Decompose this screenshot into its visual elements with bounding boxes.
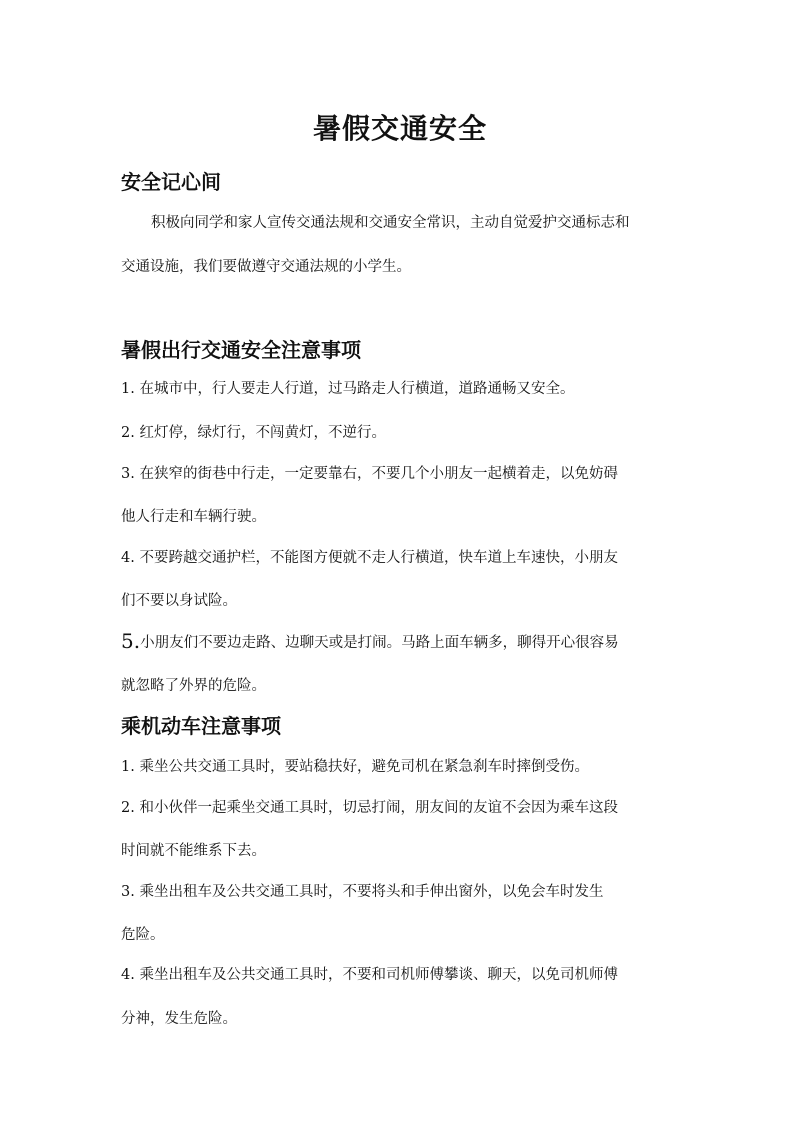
- section-heading-motor-vehicle: 乘机动车注意事项: [121, 714, 281, 738]
- section-heading-safety-in-mind: 安全记心间: [121, 170, 221, 194]
- intro-paragraph-line-2: 交通设施，我们要做遵守交通法规的小学生。: [121, 259, 411, 275]
- travel-item-5-line-2: 就忽略了外界的危险。: [121, 678, 266, 694]
- travel-item-1: 1. 在城市中，行人要走人行道，过马路走人行横道，道路通畅又安全。: [121, 381, 575, 397]
- travel-item-5-text: 小朋友们不要边走路、边聊天或是打闹。马路上面车辆多，聊得开心很容易: [140, 635, 619, 651]
- travel-item-2: 2. 红灯停，绿灯行，不闯黄灯，不逆行。: [121, 425, 386, 441]
- travel-item-3-line-1: 3. 在狭窄的街巷中行走，一定要靠右，不要几个小朋友一起横着走，以免妨碍: [121, 466, 618, 482]
- vehicle-item-1: 1. 乘坐公共交通工具时，要站稳扶好，避免司机在紧急刹车时摔倒受伤。: [121, 759, 589, 775]
- vehicle-item-4-line-2: 分神，发生危险。: [121, 1011, 237, 1027]
- vehicle-item-4-line-1: 4. 乘坐出租车及公共交通工具时，不要和司机师傅攀谈、聊天，以免司机师傅: [121, 967, 618, 983]
- travel-item-5-number: 5.: [121, 629, 141, 653]
- document-title: 暑假交通安全: [312, 112, 487, 145]
- vehicle-item-2-line-1: 2. 和小伙伴一起乘坐交通工具时，切忌打闹，朋友间的友谊不会因为乘车这段: [121, 800, 618, 816]
- travel-item-3-line-2: 他人行走和车辆行驶。: [121, 509, 266, 525]
- vehicle-item-3-line-2: 危险。: [121, 927, 165, 943]
- travel-item-4-line-2: 们不要以身试险。: [121, 593, 237, 609]
- travel-item-4-line-1: 4. 不要跨越交通护栏，不能图方便就不走人行横道，快车道上车速快，小朋友: [121, 550, 618, 566]
- travel-item-5-line-1: [121, 630, 619, 654]
- section-heading-summer-travel: 暑假出行交通安全注意事项: [121, 338, 361, 362]
- vehicle-item-2-line-2: 时间就不能维系下去。: [121, 843, 266, 859]
- vehicle-item-3-line-1: 3. 乘坐出租车及公共交通工具时，不要将头和手伸出窗外，以免会车时发生: [121, 884, 604, 900]
- intro-paragraph-line-1: 积极向同学和家人宣传交通法规和交通安全常识，主动自觉爱护交通标志和: [151, 215, 630, 231]
